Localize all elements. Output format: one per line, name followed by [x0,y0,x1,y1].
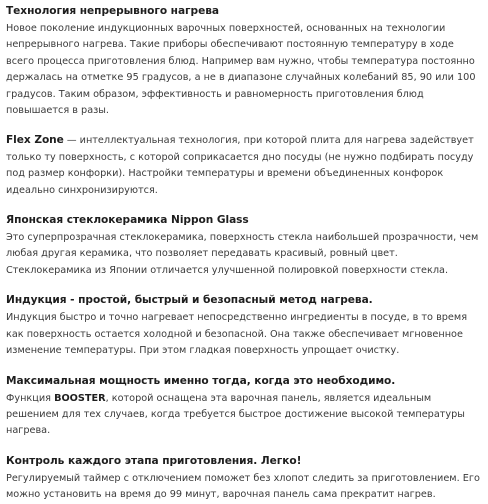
section-body [6,133,484,199]
section-max-power [6,374,484,440]
section-body [6,391,484,440]
section-body: Регулируемый таймер с отключением поможет без хлопот следить за приготовлением. Его можно установить на время до 99 минут, варочная панель сама прекратит нагрев. [6,472,480,501]
section-body: Индукция быстро и точно нагревает непосредственно ингредиенты в посуде, в то время как поверхность остается холодной и безопасной. Она также обеспечивает мгновенное изменение температуры. При этом гладкая поверхность упрощает очистку. [6,312,468,357]
section-heading: Индукция - простой, быстрый и безопасный метод нагрева. [6,294,373,307]
section-body: Новое поколение индукционных варочных поверхностей, основанных на технологии непрерывного нагрева. Такие приборы обеспечивают постоянную температуру в ходе всего процесса приготовления блюд. Например вам нужно, чтобы температура постоянно держалась на отметке 95 градусов, а не в диапазоне случайных колебаний 85, 90 или 100 градусов. Таким образом, эффективность и равномерность приготовления блюд повышается в разы. [6,23,476,117]
section-continuous-heating [6,4,484,119]
section-heading: Японская стеклокерамика Nippon Glass [6,214,249,227]
section-flex-zone [6,133,484,199]
section-nippon-glass [6,213,484,279]
section-body-text: — интеллектуальная технология, при которой плита для нагрева задействует только ту поверхность, с которой соприкасается дно посуды (не нужно подбирать посуду под размер конфорки). Настройки температуры и времени объединенных конфорок идеально синхронизируются. [6,135,474,196]
section-heading: Контроль каждого этапа приготовления. Легко! [6,454,302,467]
section-timer-control [6,454,484,504]
section-body: Это суперпрозрачная стеклокерамика, поверхность стекла наибольшей прозрачности, чем любая другая керамика, что позволяет передавать красивый, ровный цвет. Стеклокерамика из Японии отличается улучшенной полировкой поверхности стекла. [6,232,479,276]
section-heading: Максимальная мощность именно тогда, когда это необходимо. [6,374,396,387]
section-heading-inline: Flex Zone [6,134,64,147]
section-body-text: , которой оснащена эта варочная панель, является идеальным решением для тех случаев, когда требуется быстрое достижение высокой температуры нагрева. [6,392,465,437]
booster-label: BOOSTER [54,392,106,404]
article-content [6,4,484,504]
section-heading: Технология непрерывного нагрева [6,5,219,17]
section-induction [6,293,484,359]
section-body-text: Функция [6,392,55,404]
